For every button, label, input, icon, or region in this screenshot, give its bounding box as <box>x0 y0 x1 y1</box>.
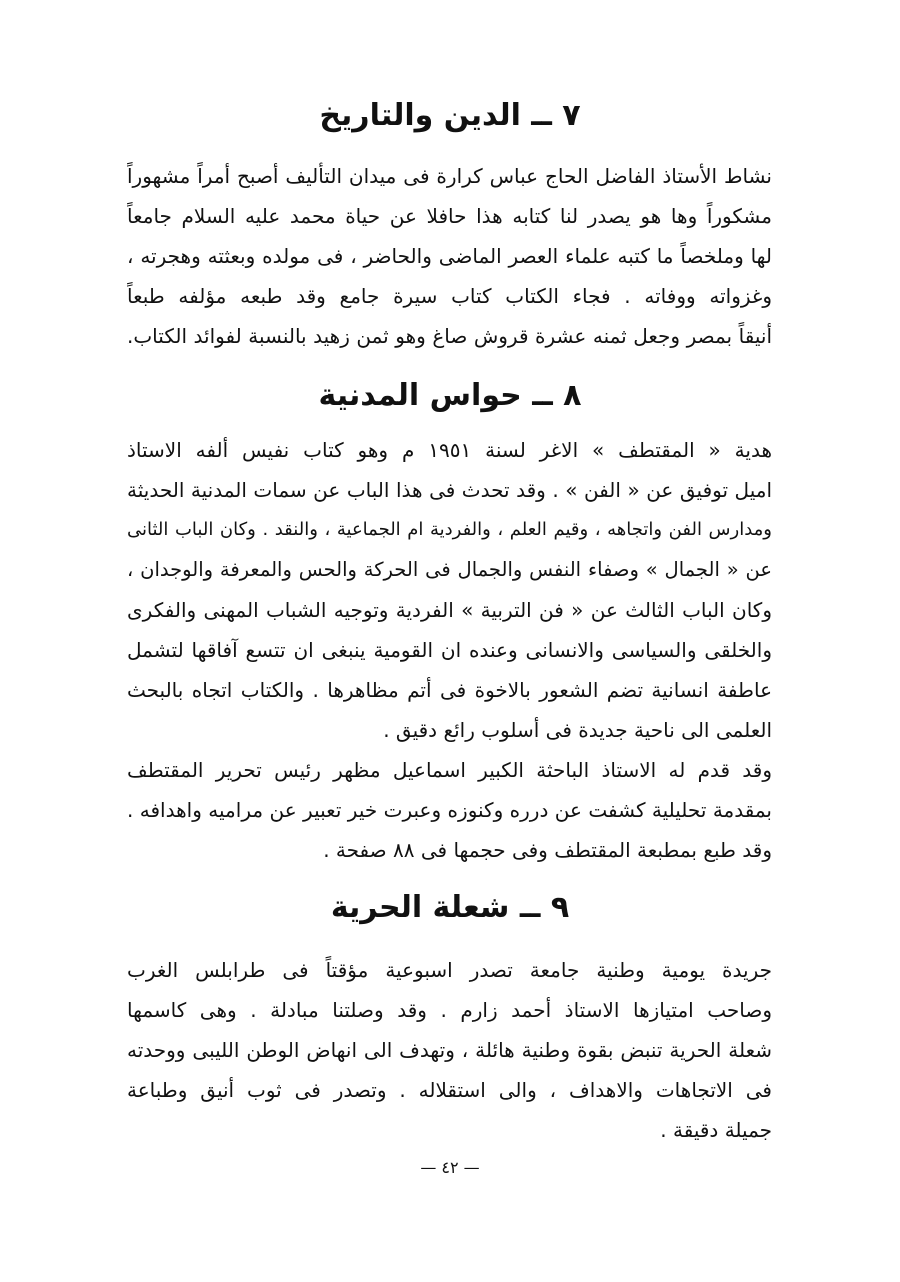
page-number: — ٤٢ — <box>420 1158 480 1177</box>
text-line: العلمى الى ناحية جديدة فى أسلوب رائع دقيق . <box>383 718 772 742</box>
text-line: اميل توفيق عن « الفن » . وقد تحدث فى هذا الباب عن سمات المدنية الحديثة <box>127 478 772 502</box>
text-line: عاطفة انسانية تضم الشعور بالاخوة فى أتم مظاهرها . والكتاب اتجاه بالبحث <box>127 678 772 702</box>
text-line: وغزواته ووفاته . فجاء الكتاب كتاب سيرة جامع وقد طبعه مؤلفه طبعاً <box>127 284 772 308</box>
text-line: والخلقى والسياسى والانسانى وعنده ان القومية ينبغى ان تتسع آفاقها لتشمل <box>127 638 772 662</box>
section-heading-torch-of-freedom: ٩ ــ شعلة الحرية <box>330 890 570 925</box>
text-line: بمقدمة تحليلية كشفت عن درره وكنوزه وعبرت خير تعبير عن مراميه واهدافه . <box>127 798 772 822</box>
text-line: نشاط الأستاذ الفاضل الحاج عباس كرارة فى ميدان التأليف أصبح أمراً مشهوراً <box>127 164 772 188</box>
section-body-senses-of-civilization <box>127 430 772 870</box>
text-line: ومدارس الفن واتجاهه ، وقيم العلم ، والفردية ام الجماعية ، والنقد . وكان الباب الثانى <box>127 519 772 540</box>
text-line: هدية « المقتطف » الاغر لسنة ١٩٥١ م وهو كتاب نفيس ألفه الاستاذ <box>127 438 772 462</box>
text-line: وصاحب امتيازها الاستاذ أحمد زارم . وقد وصلتنا مبادلة . وهى كاسمها <box>127 998 772 1022</box>
text-line: لها وملخصاً ما كتبه علماء العصر الماضى والحاضر ، فى مولده وبعثته وهجرته ، <box>127 244 772 268</box>
section-heading-religion-history: ٧ ــ الدين والتاريخ <box>319 98 581 133</box>
text-line: عن « الجمال » وصفاء النفس والجمال فى الحركة والحس والمعرفة والوجدان ، <box>127 558 772 581</box>
text-line: أنيقاً بمصر وجعل ثمنه عشرة قروش صاغ وهو ثمن زهيد بالنسبة لفوائد الكتاب. <box>127 324 772 348</box>
section-heading-senses-of-civilization: ٨ ــ حواس المدنية <box>318 378 582 413</box>
section-body-torch-of-freedom <box>127 950 772 1150</box>
text-line: فى الاتجاهات والاهداف ، والى استقلاله . وتصدر فى ثوب أنيق وطباعة <box>127 1078 772 1102</box>
text-line: جميلة دقيقة . <box>660 1118 772 1142</box>
text-line: وكان الباب الثالث عن « فن التربية » الفردية وتوجيه الشباب المهنى والفكرى <box>127 598 772 622</box>
text-line: مشكوراً وها هو يصدر لنا كتابه هذا حافلا عن حياة محمد عليه السلام جامعاً <box>127 204 772 228</box>
text-line: وقد قدم له الاستاذ الباحثة الكبير اسماعيل مظهر رئيس تحرير المقتطف <box>127 758 772 782</box>
text-line: جريدة يومية وطنية جامعة تصدر اسبوعية مؤقتاً فى طرابلس الغرب <box>127 958 772 982</box>
section-body-religion-history <box>127 156 772 356</box>
text-line: وقد طبع بمطبعة المقتطف وفى حجمها فى ٨٨ صفحة . <box>323 838 772 862</box>
text-line: شعلة الحرية تنبض بقوة وطنية هائلة ، وتهدف الى انهاض الوطن الليبى ووحدته <box>127 1038 772 1062</box>
